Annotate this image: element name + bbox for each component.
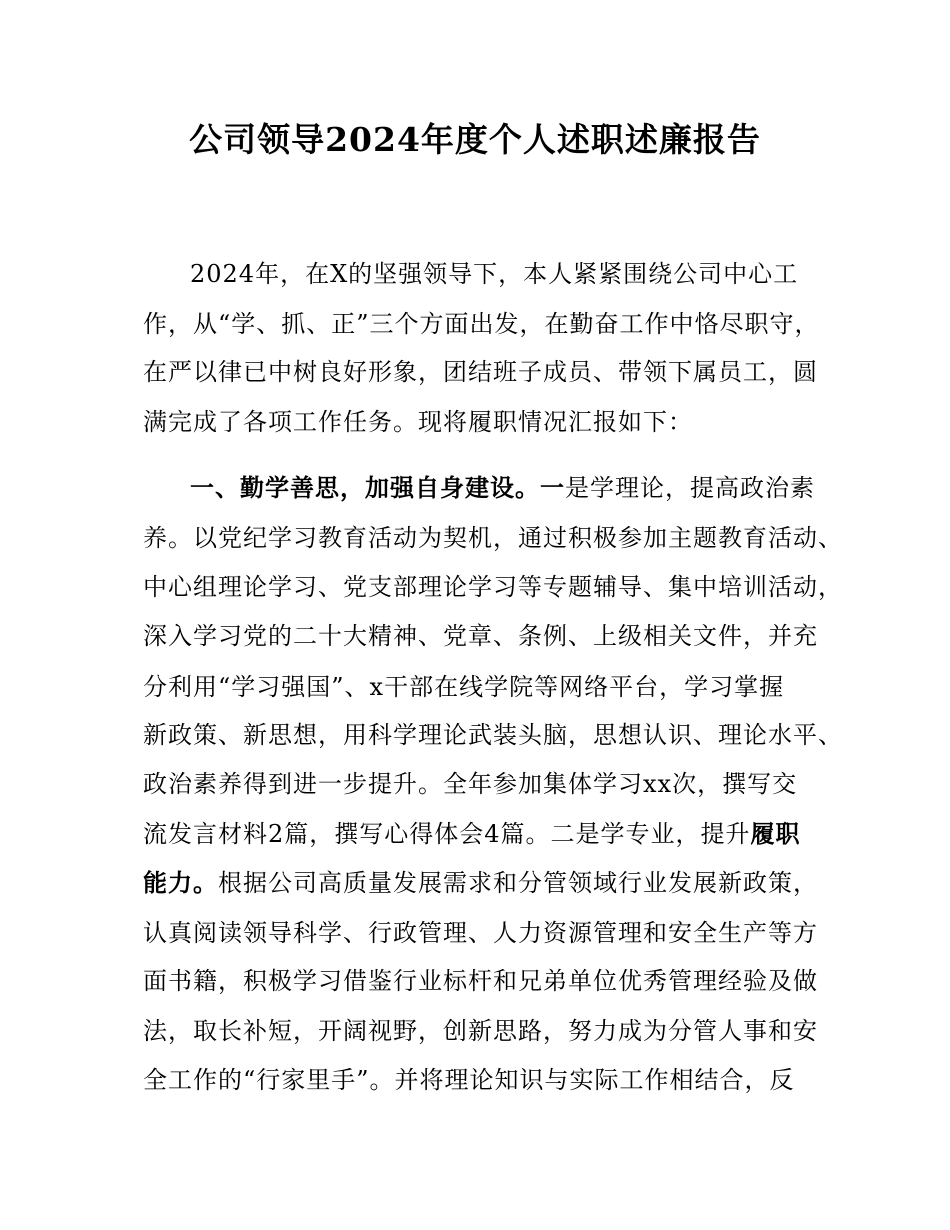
paragraph-line: 深入学习党的二十大精神、党章、条例、上级相关文件，并充 — [143, 622, 818, 650]
paragraph-line — [143, 867, 818, 899]
paragraph-line: 2024年，在X的坚强领导下，本人紧紧围绕公司中心工 — [190, 260, 799, 288]
paragraph-text: 是学理论，提高政治素 — [565, 474, 815, 502]
paragraph-line: 在严以律已中树良好形象，团结班子成员、带领下属员工，圆 — [143, 358, 818, 386]
paragraph-line: 面书籍，积极学习借鉴行业标杆和兄弟单位优秀管理经验及做 — [143, 967, 818, 995]
document-title: 公司领导2024年度个人述职述廉报告 — [189, 120, 761, 159]
paragraph-line: 新政策、新思想，用科学理论武装头脑，思想认识、理论水平、 — [143, 721, 843, 749]
bold-phrase: 能力。 — [143, 868, 218, 897]
paragraph-line: 中心组理论学习、党支部理论学习等专题辅导、集中培训活动， — [143, 573, 843, 601]
paragraph-line — [190, 472, 815, 504]
paragraph-line: 全工作的“行家里手”。并将理论知识与实际工作相结合，反 — [143, 1066, 795, 1094]
paragraph-line: 认真阅读领导科学、行政管理、人力资源管理和安全生产等方 — [143, 919, 818, 947]
paragraph-line: 分利用“学习强国”、x干部在线学院等网络平台，学习掌握 — [143, 673, 785, 701]
paragraph-text: 根据公司高质量发展需求和分管领域行业发展新政策， — [218, 869, 818, 897]
paragraph-line: 政治素养得到进一步提升。全年参加集体学习xx次，撰写交 — [143, 770, 798, 798]
paragraph-line: 养。以党纪学习教育活动为契机，通过积极参加主题教育活动、 — [143, 524, 843, 552]
section-heading: 一、勤学善思，加强自身建设。一 — [190, 473, 565, 502]
paragraph-line: 满完成了各项工作任务。现将履职情况汇报如下： — [143, 408, 693, 436]
bold-phrase: 履职 — [750, 819, 801, 848]
paragraph-line: 法，取长补短，开阔视野，创新思路，努力成为分管人事和安 — [143, 1017, 818, 1045]
paragraph-text: 流发言材料2篇，撰写心得体会4篇。二是学专业，提升 — [143, 820, 751, 848]
paragraph-line: 作，从“学、抓、正”三个方面出发，在勤奋工作中恪尽职守， — [143, 310, 820, 338]
paragraph-line — [143, 818, 801, 850]
